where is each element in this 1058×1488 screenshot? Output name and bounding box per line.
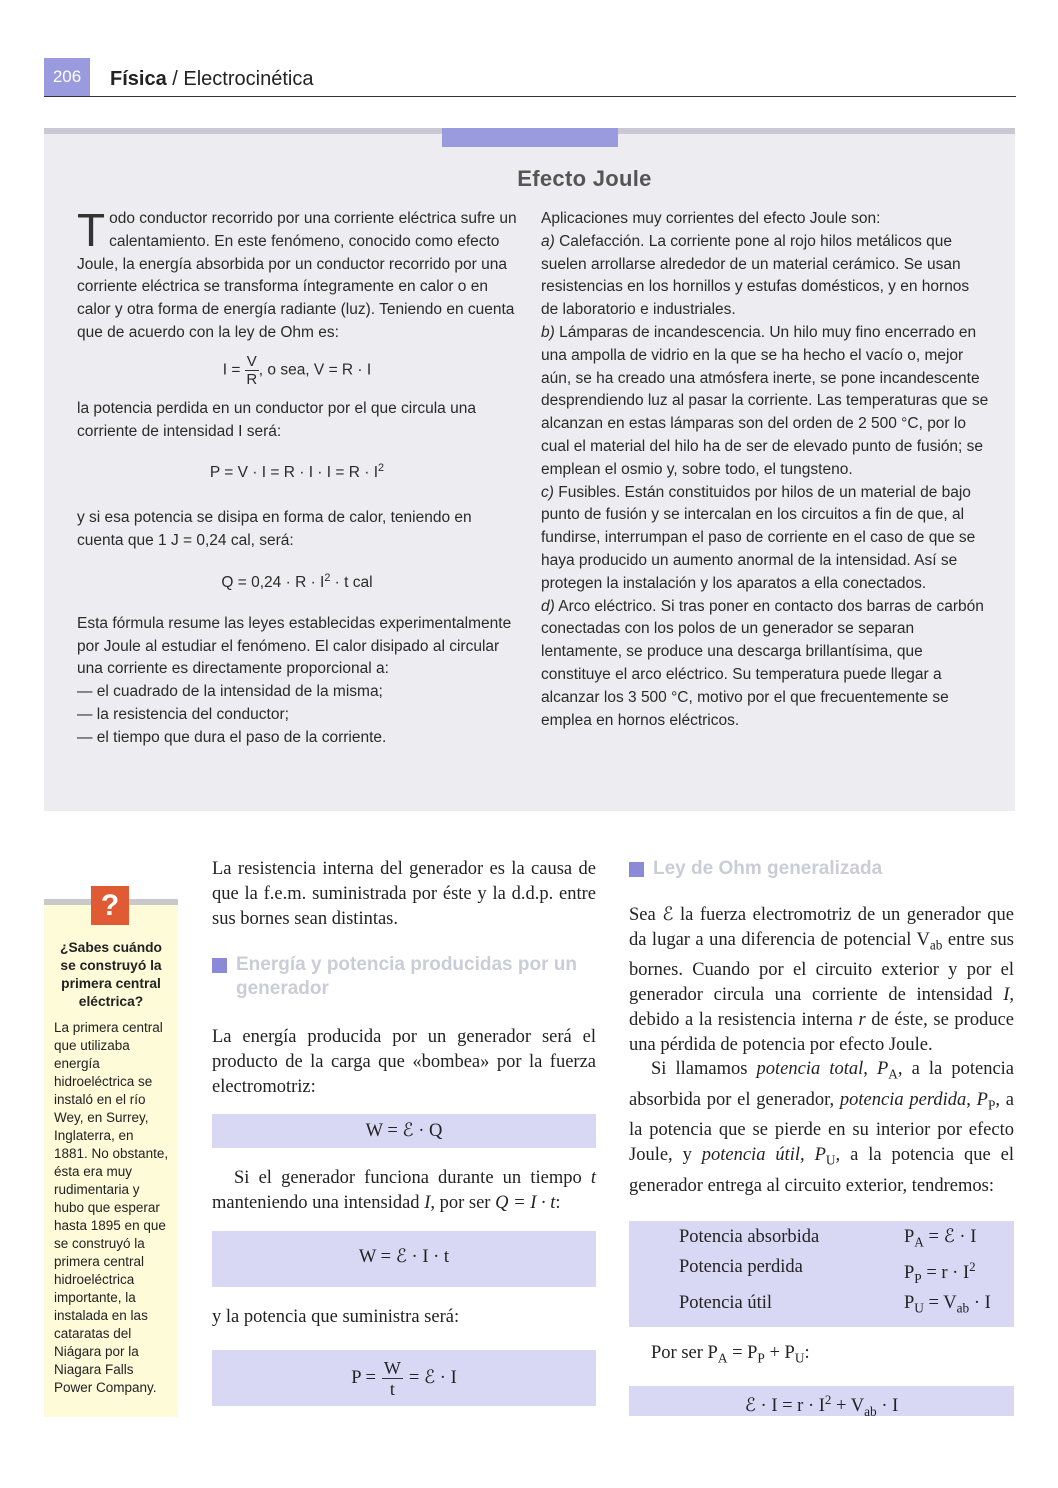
table-formula: $P_P = r \cdot I^2$ — [904, 1258, 976, 1286]
header-separator: / — [172, 68, 178, 90]
middle-column — [212, 857, 596, 1406]
sidebar-answer: La primera central que utilizaba energía hidroeléctrica se instaló en el río Wey, en Surrey, Inglaterra, en 1881. No obstante, ésta era muy rudimentaria y hubo que esperar hasta 1895 en que se construyó la primera central hidroeléctrica importante, la instalada en las cataratas del Niágara por la Niagara Falls Power Company. — [54, 1020, 169, 1395]
chapter-title: Electrocinética — [183, 68, 314, 90]
book-title: Física — [110, 68, 167, 90]
heat-paragraph: y si esa potencia se disipa en forma de calor, teniendo en cuenta que 1 J = 0,24 cal, será: — [77, 509, 472, 550]
drop-cap: T — [77, 204, 106, 256]
joule-effect-box — [44, 128, 1015, 811]
box-title: Efecto Joule — [517, 166, 652, 191]
section-heading-energy: Energía y potencia producidas por un generador — [212, 953, 596, 1001]
header-rule — [44, 96, 1016, 97]
list-item: — el cuadrado de la intensidad de la misma; — [77, 683, 383, 701]
power-formula: $P = V \cdot I = R \cdot I \cdot I = R \cdot I^2$ — [209, 462, 385, 482]
power-intro: y la potencia que suministra será: — [212, 1307, 460, 1328]
box-left-column — [77, 204, 517, 750]
question-mark-icon: ? — [91, 886, 129, 925]
box-tab — [442, 128, 618, 147]
application-arc: d) Arco eléctrico. Si tras poner en contacto dos barras de carbón conectadas con los polos de un generador se separan lentamente, se produce una descarga brillantísima, que constituye el arco eléctrico. Su temperatura puede llegar a alcanzar los 3 500 °C, motivo por el que frecuentemente se emplea en hornos eléctricos. — [541, 597, 984, 729]
formula-box-energy-time: W = ℰ · I · t — [212, 1231, 596, 1287]
heading-square-icon — [629, 862, 644, 877]
energy-paragraph: La energía producida por un generador será el producto de la carga que «bombea» por la fuerza electromotriz: — [212, 1027, 596, 1097]
internal-resistance-paragraph: La resistencia interna del generador es la causa de que la f.e.m. suministrada por éste y la d.d.p. entre sus bornes sean distintas. — [212, 859, 596, 929]
table-formula: $P_A$ = ℰ · I — [904, 1226, 977, 1250]
page-number: 206 — [44, 58, 90, 96]
applications-intro: Aplicaciones muy corrientes del efecto Joule son: — [541, 210, 881, 227]
laws-paragraph: Esta fórmula resume las leyes establecidas experimentalmente por Joule al estudiar el fenómeno. El calor disipado al circular una corriente es directamente proporcional a: — [77, 614, 512, 678]
list-item: — el tiempo que dura el paso de la corriente. — [77, 728, 387, 746]
power-table — [629, 1225, 1014, 1322]
sum-paragraph: Por ser $P_A = P_P + P_U$: — [651, 1343, 810, 1366]
section-heading-ohm: Ley de Ohm generalizada — [629, 857, 1014, 881]
heading-square-icon — [212, 958, 227, 973]
table-formula: $P_U = V_{ab} \cdot I$ — [904, 1293, 991, 1316]
ohm-paragraph: Sea ℰ la fuerza electromotriz de un generador que da lugar a una diferencia de potencial $V_{ab}$ entre sus bornes. Cuando por el circuito exterior y por el generador circula una corriente de intensidad I, debido a la resistencia interna r de éste, se produce una pérdida de potencia por efecto Joule. — [629, 905, 1014, 1055]
fraction-w-over-t: $\frac{W}{t}$ — [383, 1357, 401, 1399]
formula-box-power-table — [629, 1221, 1014, 1328]
formula-box-energy: W = ℰ · Q — [212, 1114, 596, 1148]
box-right-column — [541, 208, 989, 732]
fraction-v-over-r: $\frac{V}{R}$ — [246, 352, 258, 388]
list-item: — la resistencia del conductor; — [77, 706, 289, 724]
right-column — [629, 857, 1015, 1419]
application-heating: a) Calefacción. La corriente pone al rojo hilos metálicos que suelen arrollarse alrededor de un material cerámico. Se usan resistencias en los hornillos y estufas domésticos, y en hornos de laboratorio e industriales. — [541, 232, 970, 319]
application-lamps: b) Lámparas de incandescencia. Un hilo muy fino encerrado en una ampolla de vidrio en la que se ha hecho el vacío o, mejor aún, se ha creado una atmósfera inerte, se pone incandescente desprendiendo luz al pasar la corriente. Las temperaturas que se alcanzan en estas lámparas son del orden de 2 500 °C, por lo cual el material del hilo ha de ser de elevado punto de fusión; se emplean el osmio y, sobre todo, el tungsteno. — [541, 323, 989, 478]
running-header — [110, 68, 313, 91]
table-label: Potencia perdida — [679, 1256, 803, 1277]
table-label: Potencia absorbida — [679, 1226, 820, 1247]
heat-formula: $Q = 0,24 \cdot R \cdot I^2 \cdot t$ cal — [221, 571, 373, 592]
table-label: Potencia útil — [679, 1293, 772, 1314]
ohm-formula: I = $\frac{V}{R}$ , o sea, V = R · I — [222, 352, 372, 388]
did-you-know-sidebar — [44, 889, 178, 1417]
power-paragraph: la potencia perdida en un conductor por el que circula una corriente de intensidad I será: — [77, 399, 476, 440]
time-paragraph: Si el generador funciona durante un tiempo t manteniendo una intensidad I, por ser Q = I · t: — [212, 1167, 596, 1213]
application-fuses: c) Fusibles. Están constituidos por hilos de un material de bajo punto de fusión y se intercalan en los circuitos a fin de que, al fundirse, interrumpan el paso de corriente en el caso de que se haya producido un aumento anormal de la intensidad. Así se protegen la instalación y los aparatos a ella conectados. — [541, 483, 976, 592]
formula-box-generalized-ohm: ℰ · $I = r \cdot I^2 + V_{ab} \cdot I$ — [629, 1386, 1014, 1416]
intro-paragraph: Todo conductor recorrido por una corriente eléctrica sufre un calentamiento. En este fenómeno, conocido como efecto Joule, la energía absorbida por un conductor recorrido por una corriente eléctrica se transforma íntegramente en calor o en calor y otra forma de energía radiante (luz). Teniendo en cuenta que de acuerdo con la ley de Ohm es: — [77, 204, 517, 341]
formula-box-power: P = $\frac{W}{t}$ = ℰ · I — [212, 1350, 596, 1406]
power-definitions-paragraph: Si llamamos potencia total, $P_A$, a la potencia absorbida por el generador, potencia perdida, $P_P$, a la potencia que se pierde en su interior por efecto Joule, y potencia útil, $P_U$, a la potencia que el generador entrega al circuito exterior, tendremos: — [629, 1059, 1015, 1196]
sidebar-question: ¿Sabes cuándo se construyó la primera central eléctrica? — [60, 940, 162, 1009]
